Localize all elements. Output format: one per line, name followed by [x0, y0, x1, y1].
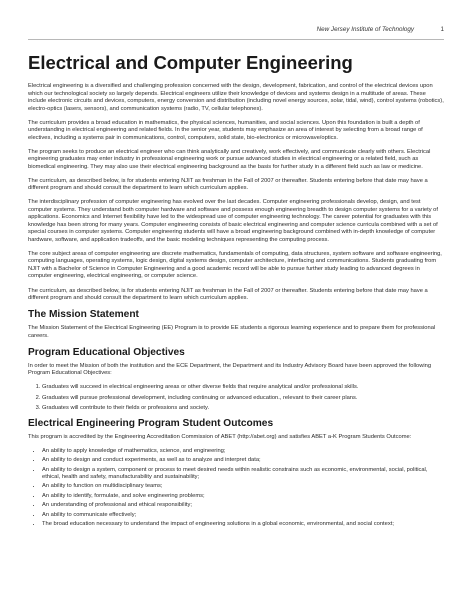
- curriculum-paragraph: The curriculum provides a broad education in mathematics, the physical sciences, humanities, and social sciences. Upon this foundation is built a depth of understanding in electrical engineering and related fields. In the senior year, students may emphasize an area of interest by selecting from a broad range of electives, including a systems pair in communications, control, computers, solid state, bio-electronics or microwave/optics.: [28, 119, 423, 141]
- program-goals-paragraph: The program seeks to produce an electrical engineer who can think analytically and creatively, work effectively, and communicate clearly with others. Electrical engineering graduates may enter industry in professional engineering work or pursue advanced studies in electrical engineering or a related field, such as biomedical engineering. They may also use their electrical engineering background as the basis for further study in a different field such as law or medicine.: [28, 148, 431, 170]
- list-item: • An ability to design a system, component or process to meet desired needs within realistic constrains such as economic, environmental, social, political, ethical, health and safety, manufacturability and sustainability;: [42, 467, 444, 482]
- list-item: • An ability to apply knowledge of mathematics, science, and engineering;: [42, 448, 444, 456]
- curriculum-note-paragraph-2: The curriculum, as described below, is for students entering NJIT as freshman in the Fall of 2007 or thereafter. Students entering before that date may have a different program and should consult the department to learn which curriculum applies.: [28, 287, 428, 302]
- core-subjects-paragraph: The core subject areas of computer engineering are discrete mathematics, fundamentals of computing, data structures, system software and software engineering, computing languages, operating systems, logic design, digital systems design, computer architecture, interfacing and communications. Students graduating from NJIT with a Bachelor of Science in Computer Engineering and a good academic record will be able to pursue further study leading to advanced degrees in computer engineering, electrical engineering, or computer science.: [28, 250, 442, 280]
- header-institution: New Jersey Institute of Technology: [316, 26, 414, 33]
- list-item: 3. Graduates will contribute to their fields or professions and society.: [42, 405, 444, 413]
- list-item: • An ability to function on multidisciplinary teams;: [42, 483, 444, 491]
- list-item: • An ability to identify, formulate, and solve engineering problems;: [42, 493, 444, 501]
- running-header: [28, 26, 444, 38]
- list-item: 2. Graduates will pursue professional development, including continuing or advanced education., relevant to their career plans.: [42, 395, 444, 403]
- list-item: 1. Graduates will succeed in electrical engineering areas or other diverse fields that require analytical and/or professional skills.: [42, 384, 444, 392]
- objectives-heading: Program Educational Objectives: [28, 346, 185, 358]
- intro-paragraph: Electrical engineering is a diversified and challenging profession concerned with the design, development, fabrication, and control of the electrical devices upon which our technological society so largely depends. Electrical engineers utilize their knowledge of devices and systems design in a multitude of areas. These include electronic circuits and devices, computers, energy conversion and distribution (including novel energy sources, solar, tidal, wind), control systems (robotics), electro-optics (lasers, sensors), and communication systems (radio, TV, cellular telephones).: [28, 83, 444, 112]
- objectives-intro: In order to meet the Mission of both the institution and the ECE Department, the Department and its Industry Advisory Board have been approved the following Program Educational Objectives:: [28, 362, 432, 377]
- list-item: • An ability to communicate effectively;: [42, 512, 444, 520]
- computer-engineering-paragraph: The interdisciplinary profession of computer engineering has evolved over the last decades. Computer engineering professionals develop, design, and test computer systems. They understand both computer hardware and software and possess enough engineering breadth to design computer systems for a variety of applications. Economics and Internet flexibility have led to the widespread use of computer engineering technology. The career potential for graduates with this knowledge has been strong for many years. Computer engineering consists of basic electrical engineering and computer science curricula combined with a set of special courses in computer systems. Computer engineering students will have a broad engineering background combined with in-depth knowledge of computer hardware, software, and application tradeoffs, and the basic modeling techniques representing the computing process.: [28, 199, 438, 243]
- header-divider: [28, 39, 444, 40]
- page-title: Electrical and Computer Engineering: [28, 52, 353, 73]
- list-item: • An ability to design and conduct experiments, as well as to analyze and interpret data;: [42, 457, 444, 465]
- list-item: • The broad education necessary to understand the impact of engineering solutions in a global economic, environmental, and social context;: [42, 521, 444, 529]
- outcomes-heading: Electrical Engineering Program Student Outcomes: [28, 417, 274, 429]
- page-number: 1: [440, 26, 444, 33]
- curriculum-note-paragraph: The curriculum, as described below, is for students entering NJIT as freshman in the Fall of 2007 or thereafter. Students entering before that date may have a different program and should consult the department to learn which curriculum applies.: [28, 177, 428, 192]
- mission-heading: The Mission Statement: [28, 309, 139, 321]
- outcomes-list: [28, 448, 444, 529]
- mission-text: The Mission Statement of the Electrical Engineering (EE) Program is to provide EE students a rigorous learning experience and to prepare them for professional careers.: [28, 325, 436, 339]
- objectives-list: [28, 384, 444, 412]
- main-content: [28, 83, 444, 533]
- list-item: • An understanding of professional and ethical responsibility;: [42, 502, 444, 510]
- outcomes-intro: This program is accredited by the Engineering Accreditation Commission of ABET (http://abet.org) and satisfies ABET a-K Program Students Outcome:: [28, 433, 412, 440]
